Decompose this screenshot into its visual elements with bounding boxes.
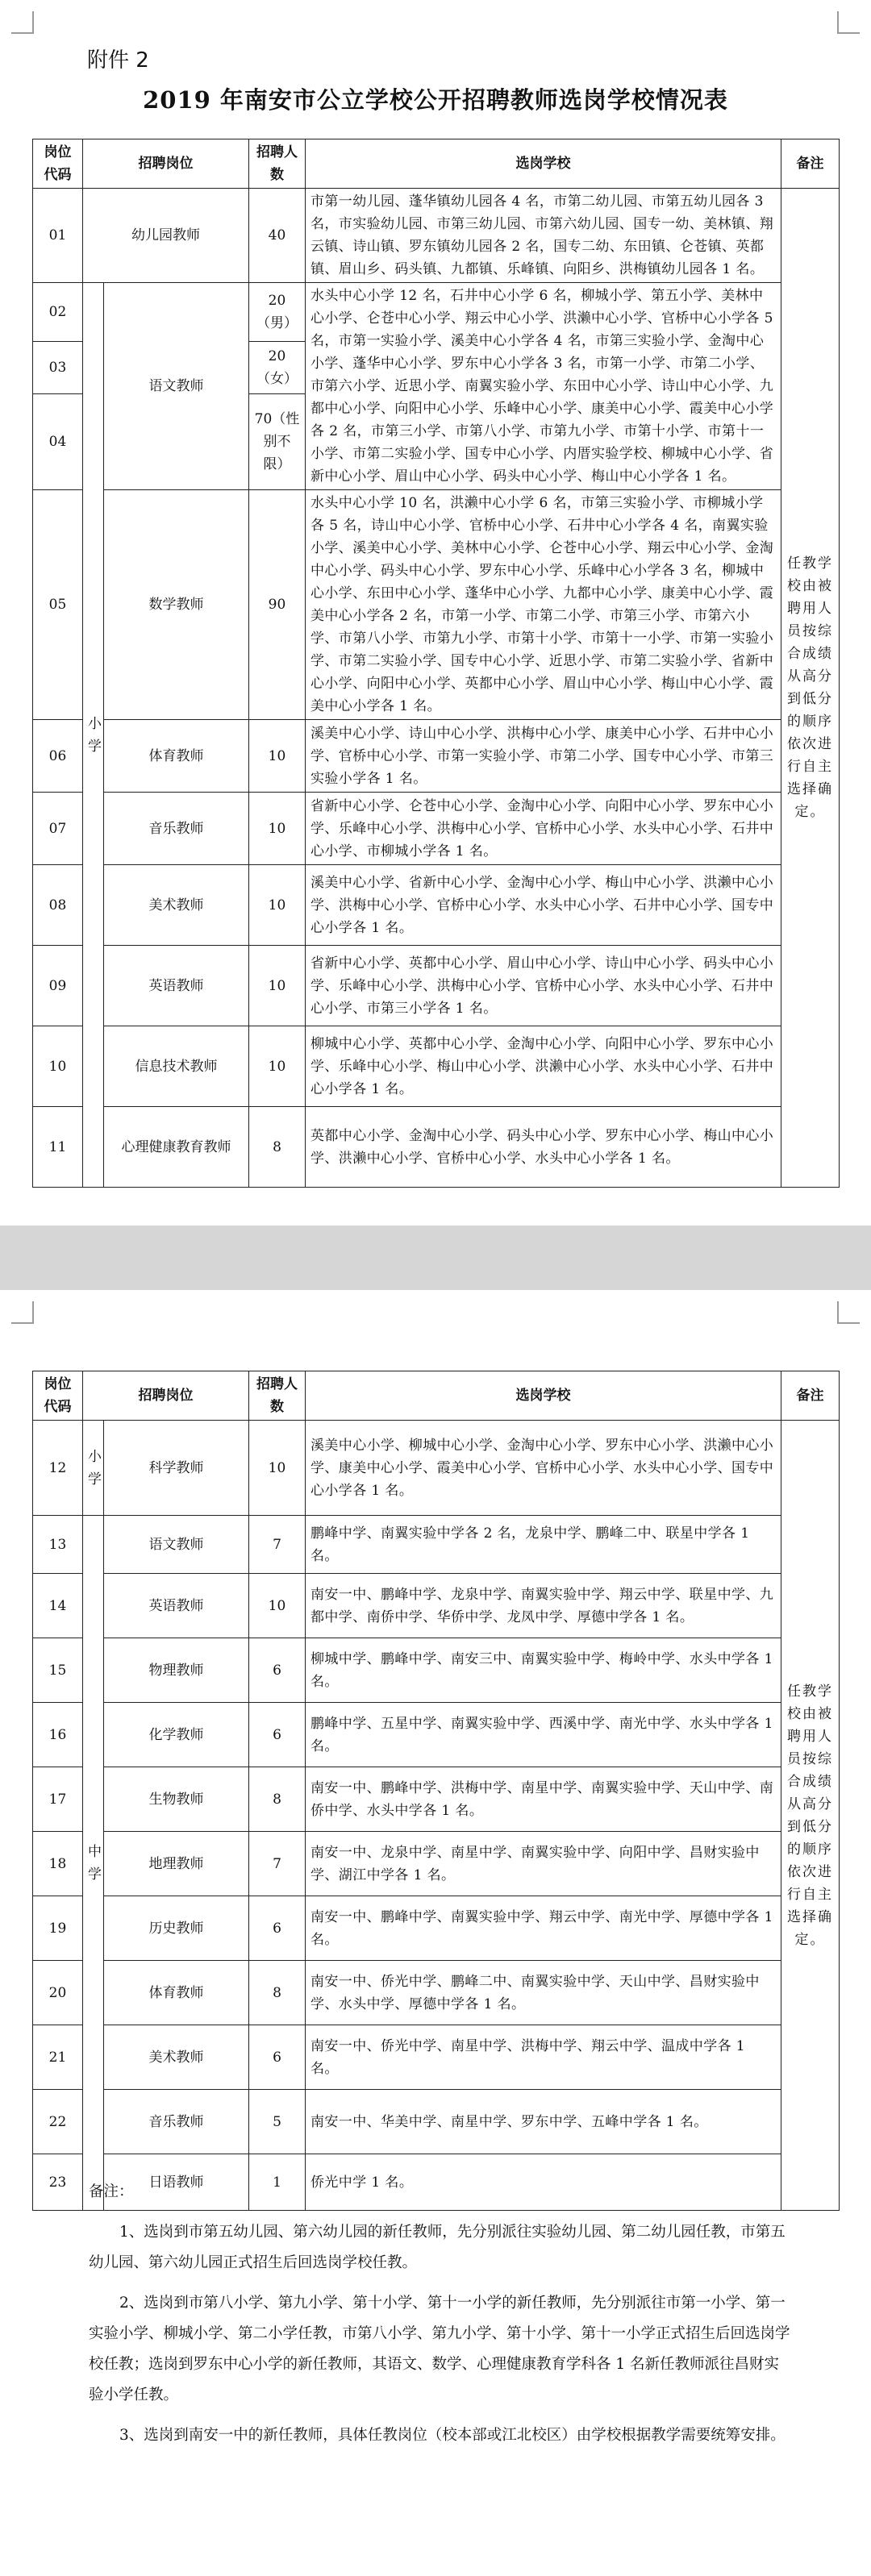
table-row (33, 490, 840, 720)
row-code: 19 (33, 1896, 83, 1961)
row-post: 英语教师 (104, 1574, 249, 1638)
header-schools: 选岗学校 (306, 1371, 781, 1421)
table-row (33, 1516, 840, 1574)
row-count: 70（性别不限） (249, 393, 306, 489)
row-count: 1 (249, 2154, 306, 2211)
row-post: 心理健康教育教师 (104, 1107, 249, 1188)
row-code: 14 (33, 1574, 83, 1638)
header-post: 招聘岗位 (83, 1371, 249, 1421)
table-row (33, 946, 840, 1026)
row-code: 01 (33, 189, 83, 283)
table-row (33, 1421, 840, 1516)
row-code: 16 (33, 1703, 83, 1767)
table-row (33, 1574, 840, 1638)
row-schools: 侨光中学 1 名。 (306, 2154, 781, 2211)
row-post: 音乐教师 (104, 2090, 249, 2154)
row-code: 20 (33, 1961, 83, 2025)
row-code: 07 (33, 793, 83, 865)
recruitment-table-2 (32, 1371, 840, 2211)
row-count: 10 (249, 1574, 306, 1638)
table-header-row (33, 139, 840, 189)
row-count: 6 (249, 1638, 306, 1703)
remark-cell: 任教学校由被聘用人员按综合成绩从高分到低分的顺序依次进行自主选择确定。 (781, 1421, 840, 2211)
row-post: 体育教师 (104, 720, 249, 793)
row-code: 12 (33, 1421, 83, 1516)
table-row (33, 1961, 840, 2025)
row-code: 13 (33, 1516, 83, 1574)
attachment-label: 附件 2 (87, 48, 149, 73)
row-post: 数学教师 (104, 490, 249, 720)
table-row (33, 2025, 840, 2090)
row-post: 物理教师 (104, 1638, 249, 1703)
row-schools: 南安一中、侨光中学、鹏峰二中、南翼实验中学、天山中学、昌财实验中学、水头中学、厚德中学各 1 名。 (306, 1961, 781, 2025)
row-post: 音乐教师 (104, 793, 249, 865)
row-schools: 溪美中心小学、柳城中心小学、金淘中心小学、罗东中心小学、洪濑中心小学、康美中心小学、霞美中心小学、官桥中心小学、水头中心小学、国专中心小学各 1 名。 (306, 1421, 781, 1516)
table-row (33, 1107, 840, 1188)
row-code: 03 (33, 341, 83, 393)
row-code: 15 (33, 1638, 83, 1703)
row-post: 生物教师 (104, 1767, 249, 1832)
row-count: 20（男） (249, 283, 306, 342)
document-title: 2019 年南安市公立学校公开招聘教师选岗学校情况表 (143, 86, 728, 114)
row-post: 语文教师 (104, 1516, 249, 1574)
row-count: 7 (249, 1832, 306, 1896)
header-code: 岗位代码 (33, 1371, 83, 1421)
row-count: 20（女） (249, 341, 306, 393)
row-post: 英语教师 (104, 946, 249, 1026)
row-schools: 溪美中心小学、诗山中心小学、洪梅中心小学、康美中心小学、石井中心小学、官桥中心小学、市第一实验小学、市第二小学、国专中心小学、市第三实验小学各 1 名。 (306, 720, 781, 793)
row-schools: 鹏峰中学、五星中学、南翼实验中学、西溪中学、南光中学、水头中学各 1 名。 (306, 1703, 781, 1767)
crop-mark (11, 11, 34, 34)
row-post: 科学教师 (104, 1421, 249, 1516)
row-code: 10 (33, 1026, 83, 1107)
table-row (33, 1026, 840, 1107)
row-schools: 南安一中、鹏峰中学、龙泉中学、南翼实验中学、翔云中学、联星中学、九都中学、南侨中学、华侨中学、龙凤中学、厚德中学各 1 名。 (306, 1574, 781, 1638)
notes-title: 备注： (89, 2183, 134, 2200)
note-item: 2、选岗到市第八小学、第九小学、第十小学、第十一小学的新任教师，先分别派往市第一小学、第一实验小学、柳城小学、第二小学任教，市第八小学、第九小学、第十小学、第十一小学正式招生后回选岗学校任教；选岗到罗东中心小学的新任教师，其语文、数学、心理健康教育学科各 1 名新任教师派往昌财实验小学任教。 (89, 2295, 790, 2403)
header-schools: 选岗学校 (306, 139, 781, 189)
row-count: 5 (249, 2090, 306, 2154)
crop-mark (837, 1301, 860, 1324)
document-page-2 (0, 1290, 871, 2576)
row-post: 地理教师 (104, 1832, 249, 1896)
row-post: 美术教师 (104, 2025, 249, 2090)
row-schools: 溪美中心小学、省新中心小学、金淘中心小学、梅山中心小学、洪濑中心小学、洪梅中心小学、官桥中心小学、水头中心小学、石井中心小学、国专中心小学各 1 名。 (306, 865, 781, 946)
row-count: 7 (249, 1516, 306, 1574)
level-cell: 小学 (83, 283, 104, 1188)
table-header-row (33, 1371, 840, 1421)
row-post: 信息技术教师 (104, 1026, 249, 1107)
header-remark: 备注 (781, 1371, 840, 1421)
row-code: 18 (33, 1832, 83, 1896)
row-code: 02 (33, 283, 83, 342)
row-post: 美术教师 (104, 865, 249, 946)
row-post: 语文教师 (104, 283, 249, 490)
row-count: 10 (249, 793, 306, 865)
notes-section (89, 2177, 790, 2451)
row-code: 06 (33, 720, 83, 793)
row-count: 10 (249, 720, 306, 793)
table-row (33, 1638, 840, 1703)
row-count: 90 (249, 490, 306, 720)
row-schools: 柳城中学、鹏峰中学、南安三中、南翼实验中学、梅岭中学、水头中学各 1 名。 (306, 1638, 781, 1703)
table-row (33, 793, 840, 865)
row-schools: 南安一中、侨光中学、南星中学、洪梅中学、翔云中学、温成中学各 1 名。 (306, 2025, 781, 2090)
row-count: 6 (249, 1703, 306, 1767)
table-row (33, 1896, 840, 1961)
row-code: 17 (33, 1767, 83, 1832)
row-schools: 南安一中、鹏峰中学、南翼实验中学、翔云中学、南光中学、厚德中学各 1 名。 (306, 1896, 781, 1961)
row-post: 体育教师 (104, 1961, 249, 2025)
row-post: 化学教师 (104, 1703, 249, 1767)
crop-mark (837, 11, 860, 34)
table-row (33, 1767, 840, 1832)
row-count: 6 (249, 1896, 306, 1961)
row-post: 幼儿园教师 (83, 189, 249, 283)
row-schools: 南安一中、华美中学、南星中学、罗东中学、五峰中学各 1 名。 (306, 2090, 781, 2154)
document-page-1 (0, 0, 871, 1226)
row-schools: 英都中心小学、金淘中心小学、码头中心小学、罗东中心小学、梅山中心小学、洪濑中心小学、官桥中心小学、水头中心小学各 1 名。 (306, 1107, 781, 1188)
level-cell: 小学 (83, 1421, 104, 1516)
row-count: 10 (249, 1026, 306, 1107)
row-count: 6 (249, 2025, 306, 2090)
table-row (33, 283, 840, 342)
row-schools: 省新中心小学、英都中心小学、眉山中心小学、诗山中心小学、码头中心小学、乐峰中心小学、洪梅中心小学、官桥中心小学、水头中心小学、石井中心小学、市第三小学各 1 名。 (306, 946, 781, 1026)
row-post: 日语教师 (104, 2154, 249, 2211)
remark-cell: 任教学校由被聘用人员按综合成绩从高分到低分的顺序依次进行自主选择确定。 (781, 189, 840, 1188)
table-row (33, 1832, 840, 1896)
row-schools: 水头中心小学 12 名，石井中心小学 6 名，柳城小学、第五小学、美林中心小学、仑苍中心小学、翔云中心小学、洪濑中心小学、官桥中心小学各 5 名，市第一实验小学、溪美中心小学各 4 名，市第三实验小学、金淘中心小学、蓬华中心小学、罗东中心小学各 3 名，市第一小学、市第二小学、市第六小学、近思小学、南翼实验小学、东田中心小学、诗山中心小学、九都中心小学、向阳中心小学、乐峰中心小学、康美中心小学、霞美中心小学各 2 名，市第三小学、市第八小学、市第九小学、市第十小学、市第十一小学、市第二实验小学、国专中心小学、内厝实验学校、柳城中心小学、省新中心小学、眉山中心小学、码头中心小学、梅山中心小学各 1 名。 (306, 283, 781, 490)
table-row (33, 189, 840, 283)
row-schools: 南安一中、鹏峰中学、洪梅中学、南星中学、南翼实验中学、天山中学、南侨中学、水头中学各 1 名。 (306, 1767, 781, 1832)
table-row (33, 1703, 840, 1767)
header-code: 岗位代码 (33, 139, 83, 189)
table-row (33, 720, 840, 793)
row-code: 21 (33, 2025, 83, 2090)
table-row (33, 2090, 840, 2154)
row-schools: 市第一幼儿园、蓬华镇幼儿园各 4 名，市第二幼儿园、市第五幼儿园各 3 名，市实验幼儿园、市第三幼儿园、市第六幼儿园、国专一幼、美林镇、翔云镇、诗山镇、罗东镇幼儿园各 2 名，国专二幼、东田镇、仑苍镇、英都镇、眉山乡、码头镇、九都镇、乐峰镇、向阳乡、洪梅镇幼儿园各 1 名。 (306, 189, 781, 283)
row-code: 23 (33, 2154, 83, 2211)
row-code: 08 (33, 865, 83, 946)
header-post: 招聘岗位 (83, 139, 249, 189)
row-count: 40 (249, 189, 306, 283)
row-schools: 南安一中、龙泉中学、南星中学、南翼实验中学、向阳中学、昌财实验中学、湖江中学各 1 名。 (306, 1832, 781, 1896)
row-schools: 省新中心小学、仑苍中心小学、金淘中心小学、向阳中心小学、罗东中心小学、乐峰中心小学、洪梅中心小学、官桥中心小学、水头中心小学、石井中心小学、市柳城小学各 1 名。 (306, 793, 781, 865)
header-count: 招聘人数 (249, 1371, 306, 1421)
row-count: 8 (249, 1961, 306, 2025)
row-code: 11 (33, 1107, 83, 1188)
row-count: 8 (249, 1107, 306, 1188)
header-remark: 备注 (781, 139, 840, 189)
header-count: 招聘人数 (249, 139, 306, 189)
row-count: 10 (249, 1421, 306, 1516)
row-count: 10 (249, 865, 306, 946)
note-item: 1、选岗到市第五幼儿园、第六幼儿园的新任教师，先分别派往实验幼儿园、第二幼儿园任教，市第五幼儿园、第六幼儿园正式招生后回选岗学校任教。 (89, 2224, 786, 2271)
row-count: 8 (249, 1767, 306, 1832)
row-schools: 水头中心小学 10 名，洪濑中心小学 6 名，市第三实验小学、市柳城小学各 5 名，诗山中心小学、官桥中心小学、石井中心小学各 4 名，南翼实验小学、溪美中心小学、美林中心小学、仑苍中心小学、翔云中心小学、金淘中心小学、码头中心小学、罗东中心小学、乐峰中心小学各 3 名，柳城中心小学、东田中心小学、蓬华中心小学、九都中心小学、康美中心小学、霞美中心小学各 2 名，市第一小学、市第二小学、市第三小学、市第六小学、市第八小学、市第九小学、市第十小学、市第十一小学、市第一实验小学、市第二实验小学、国专中心小学、近思小学、市第二实验小学、省新中心小学、向阳中心小学、英都中心小学、眉山中心小学、梅山中心小学、霞美中心小学各 1 名。 (306, 490, 781, 720)
row-schools: 鹏峰中学、南翼实验中学各 2 名，龙泉中学、鹏峰二中、联星中学各 1 名。 (306, 1516, 781, 1574)
row-code: 05 (33, 490, 83, 720)
row-post: 历史教师 (104, 1896, 249, 1961)
row-count: 10 (249, 946, 306, 1026)
crop-mark (11, 1301, 34, 1324)
table-row (33, 865, 840, 946)
row-code: 04 (33, 393, 83, 489)
row-schools: 柳城中心小学、英都中心小学、金淘中心小学、向阳中心小学、罗东中心小学、乐峰中心小学、梅山中心小学、洪濑中心小学、水头中心小学、石井中心小学各 1 名。 (306, 1026, 781, 1107)
note-item: 3、选岗到南安一中的新任教师，具体任教岗位（校本部或江北校区）由学校根据教学需要统筹安排。 (119, 2427, 786, 2444)
row-code: 22 (33, 2090, 83, 2154)
row-code: 09 (33, 946, 83, 1026)
level-cell: 中学 (83, 1516, 104, 2211)
recruitment-table-1 (32, 139, 840, 1188)
